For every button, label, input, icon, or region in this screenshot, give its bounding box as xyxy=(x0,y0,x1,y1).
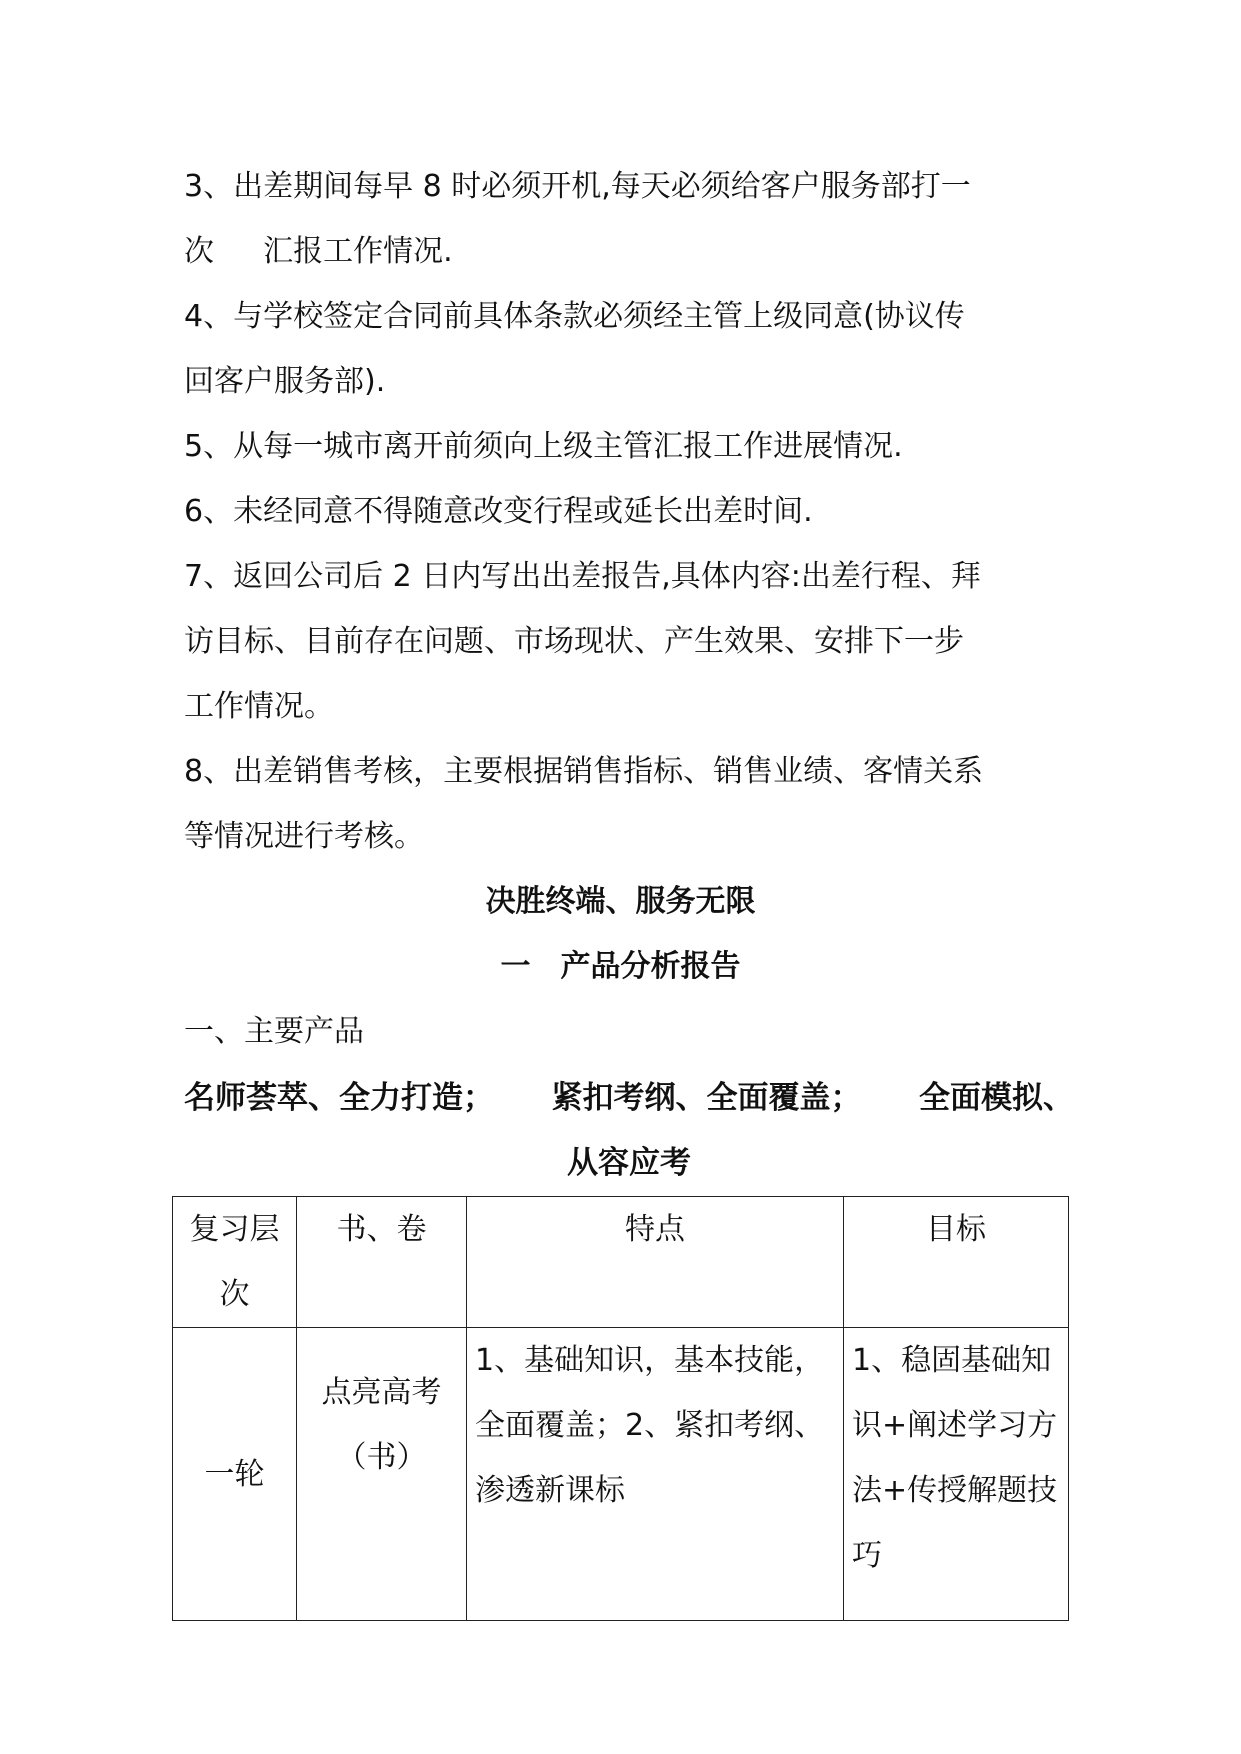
slogan-part: 名师荟萃、全力打造； xyxy=(184,1080,494,1116)
paragraph-6 xyxy=(184,479,1064,544)
paragraph-line: 等情况进行考核。 xyxy=(184,819,424,854)
paragraph-line: 4、与学校签定合同前具体条款必须经主管上级同意(协议传 xyxy=(184,299,965,334)
table-cell-goal: 1、稳固基础知识+阐述学习方法+传授解题技巧 xyxy=(844,1328,1069,1621)
table-cell-features: 1、基础知识，基本技能，全面覆盖；2、紧扣考纲、渗透新课标 xyxy=(467,1328,844,1621)
paragraph-line: 工作情况。 xyxy=(184,689,334,724)
paragraph-7 xyxy=(184,544,1064,739)
paragraph-line: 6、未经同意不得随意改变行程或延长出差时间. xyxy=(184,494,813,529)
table-cell-book: 点亮高考（书） xyxy=(297,1328,467,1621)
product-slogan xyxy=(184,1066,1074,1196)
section-title: 一、主要产品 xyxy=(184,1014,364,1049)
paragraph-4 xyxy=(184,284,1064,414)
table-header-row xyxy=(173,1197,1069,1328)
heading-report-title: 一 产品分析报告 xyxy=(500,949,741,984)
paragraph-line: 回客户服务部). xyxy=(184,364,386,399)
table-header-cell: 特点 xyxy=(467,1197,844,1328)
paragraph-line: 7、返回公司后 2 日内写出出差报告,具体内容:出差行程、拜 xyxy=(184,559,981,594)
table-header-cell: 书、卷 xyxy=(297,1197,467,1328)
paragraph-line: 3、出差期间每早 8 时必须开机,每天必须给客户服务部打一 xyxy=(184,169,971,204)
paragraph-line: 次 汇报工作情况. xyxy=(184,234,453,269)
paragraph-8 xyxy=(184,739,1064,869)
slogan-part: 紧扣考纲、全面覆盖； xyxy=(551,1080,862,1116)
heading-slogan: 决胜终端、服务无限 xyxy=(485,884,756,919)
table-row xyxy=(173,1328,1069,1621)
paragraph-5 xyxy=(184,414,1064,479)
paragraph-line: 5、从每一城市离开前须向上级主管汇报工作进展情况. xyxy=(184,429,903,464)
slogan-part: 从容应考 xyxy=(567,1145,691,1181)
paragraph-line: 访目标、目前存在问题、市场现状、产生效果、安排下一步 xyxy=(184,624,964,659)
product-table xyxy=(172,1196,1069,1621)
table-cell-level: 一轮 xyxy=(173,1328,297,1621)
paragraph-line: 8、出差销售考核，主要根据销售指标、销售业绩、客情关系 xyxy=(184,754,984,789)
table-header-cell: 目标 xyxy=(844,1197,1069,1328)
table-header-cell: 复习层次 xyxy=(173,1197,297,1328)
slogan-part: 全面模拟、 xyxy=(919,1080,1074,1116)
paragraph-3 xyxy=(184,154,1064,284)
